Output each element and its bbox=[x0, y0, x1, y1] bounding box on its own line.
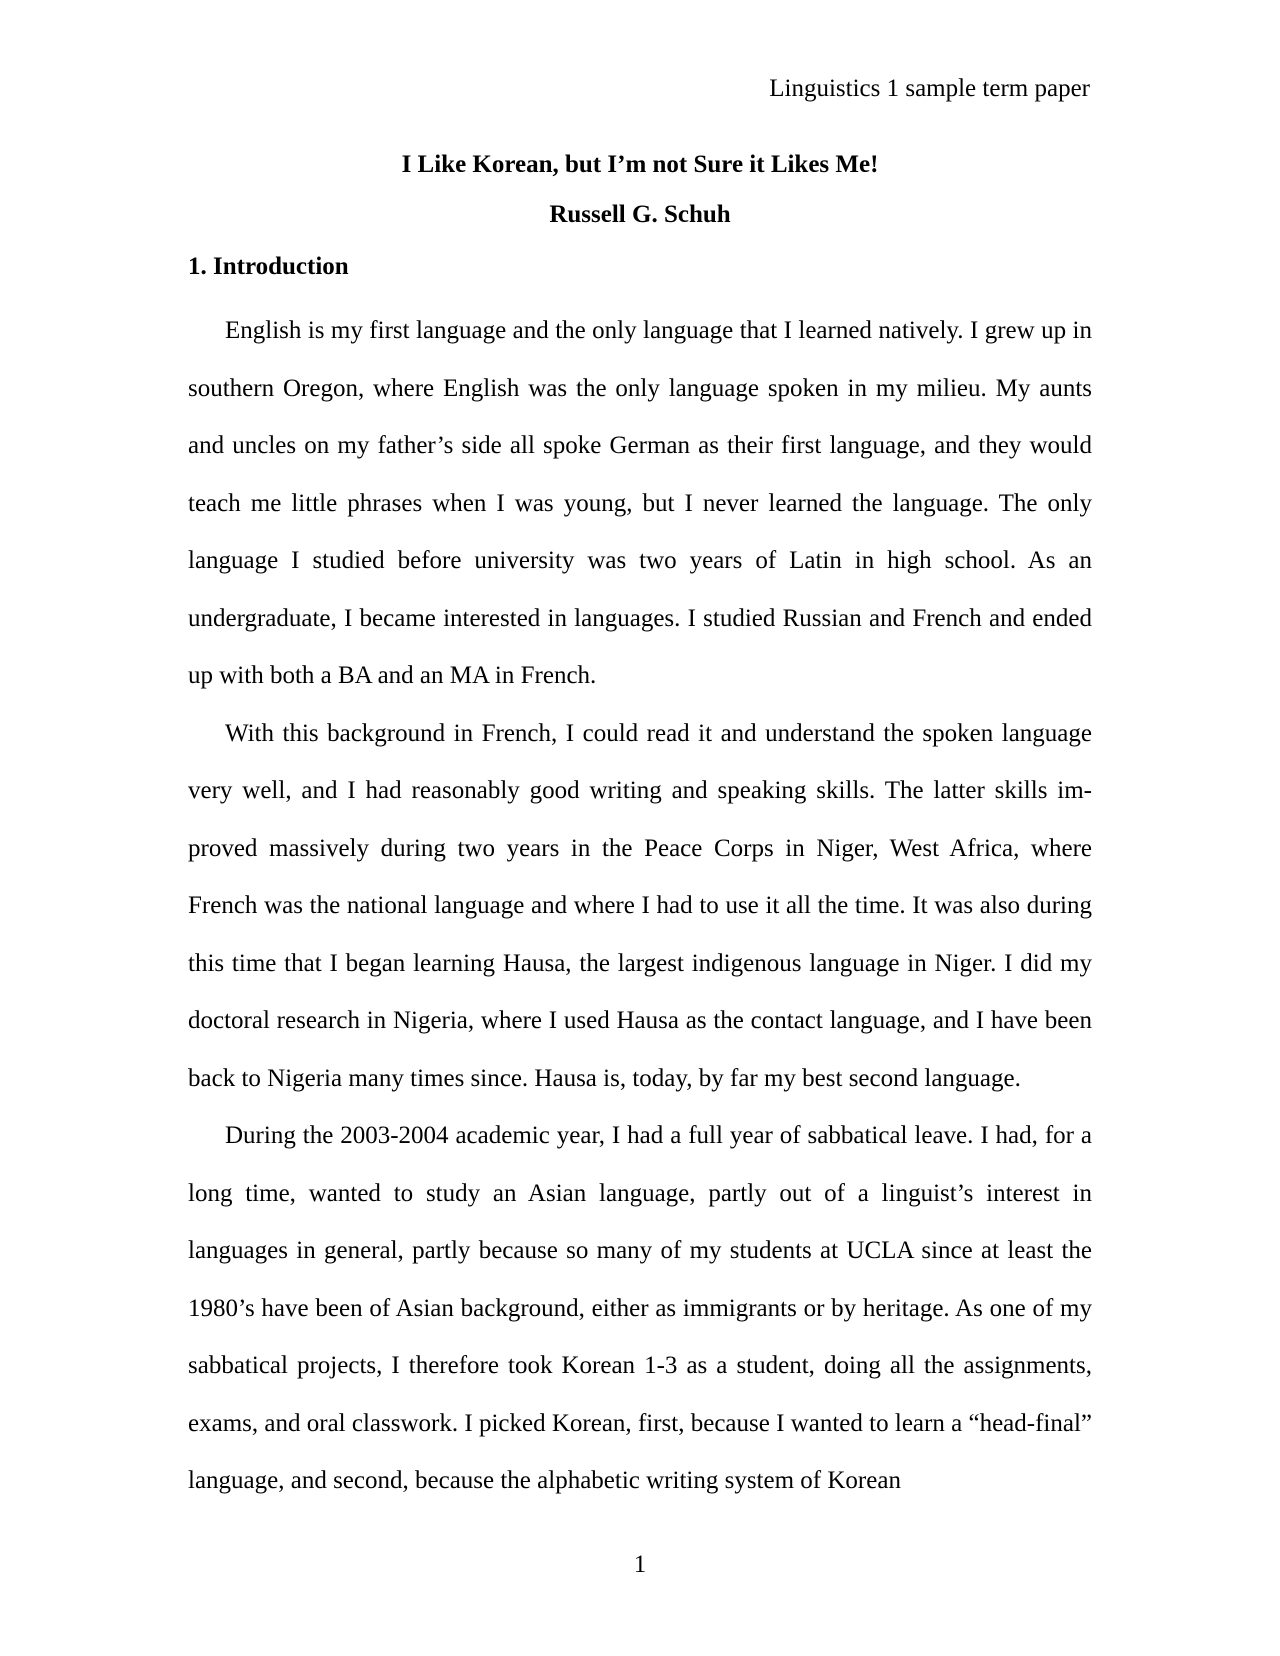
section-heading: 1. Introduction bbox=[188, 253, 349, 280]
page-number: 1 bbox=[633, 1551, 647, 1578]
body-text bbox=[188, 302, 1092, 1510]
paragraph: During the 2003-2004 academic year, I had a full year of sabbatical leave. I had, for a long time, wanted to study an Asian language, partly out of a linguist’s interest in languages in general, partly because so many of my students at UCLA since at least the 1980’s have been of Asian background, either as immigrants or by heritage. As one of my sabbatical projects, I therefore took Korean 1-3 as a student, doing all the assignments, exams, and oral classwork. I picked Korean, first, because I wanted to learn a “head-final” language, and second, because the alphabetic writing system of Korean bbox=[188, 1122, 1092, 1494]
paper-title: I Like Korean, but I’m not Sure it Likes Me! bbox=[401, 151, 879, 178]
paper-author: Russell G. Schuh bbox=[549, 201, 731, 228]
paragraph: English is my first language and the only language that I learned natively. I grew up in southern Oregon, where English was the only language spoken in my milieu. My aunts and uncles on my father’s side all spoke German as their first language, and they would teach me little phrases when I was young, but I never learned the language. The only language I studied before university was two years of Latin in high school. As an undergraduate, I became interested in languages. I studied Russian and French and ended up with both a BA and an MA in French. bbox=[188, 317, 1092, 689]
paragraph: With this background in French, I could read it and understand the spoken language very well, and I had reasonably good writing and speaking skills. The latter skills improved massively during two years in the Peace Corps in Niger, West Africa, where French was the national language and where I had to use it all the time. It was also during this time that I began learning Hausa, the largest indigenous language in Niger. I did my doctoral research in Nigeria, where I used Hausa as the contact language, and I have been back to Nigeria many times since. Hausa is, today, by far my best second language. bbox=[188, 719, 1092, 1092]
running-head: Linguistics 1 sample term paper bbox=[769, 75, 1090, 102]
